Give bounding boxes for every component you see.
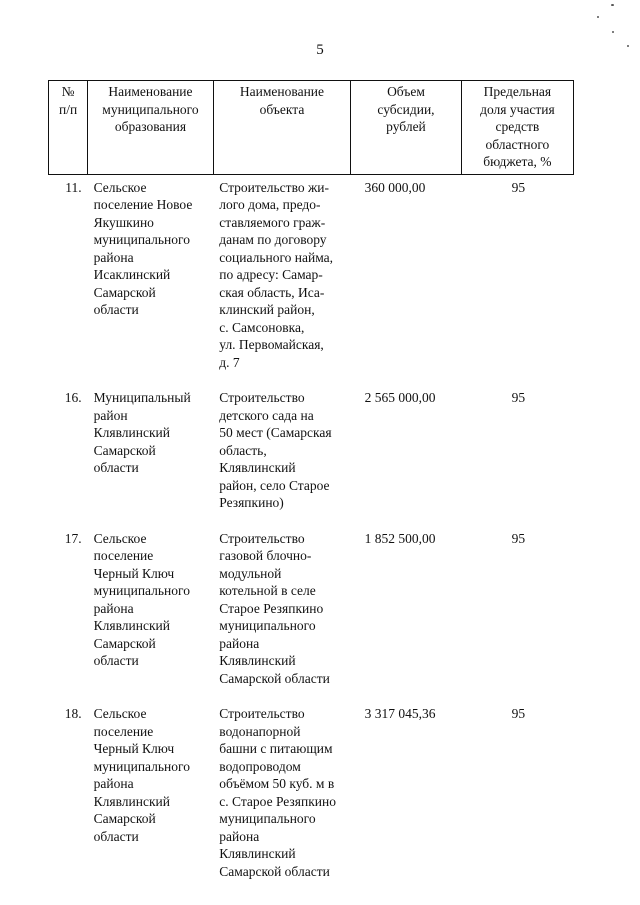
scan-speck [627, 45, 629, 47]
row-amount: 2 565 000,00 [364, 390, 436, 405]
subsidy-table [48, 80, 574, 894]
table-row [49, 526, 574, 702]
scan-speck [597, 16, 599, 18]
header-subsidy-amount: Объем субсидии, рублей [351, 81, 462, 175]
scan-speck [612, 31, 614, 33]
row-object: Строительство жи- лого дома, предо- ставляемого граж- данам по договору социального найма, по адресу: Самар- ская область, Иса- клинский район, с. Самсоновка, ул. Первомайская, д. 7 [219, 179, 334, 370]
table-row [49, 701, 574, 894]
row-number: 16. [64, 390, 82, 405]
header-budget-share: Предельная доля участия средств областного бюджета, % [461, 81, 573, 175]
row-municipality: Муниципальный район Клявлинский Самарской области [93, 390, 191, 475]
row-amount: 360 000,00 [364, 179, 426, 195]
scan-speck [611, 4, 614, 6]
page-number: 5 [316, 42, 324, 58]
header-municipality: Наименование муниципального образования [88, 81, 214, 175]
table-row [49, 174, 574, 385]
row-object: Строительство газовой блочно- модульной котельной в селе Старое Резяпкино муниципального района Клявлинский Самарской области [219, 530, 330, 686]
row-share: 95 [511, 706, 526, 721]
row-share: 95 [511, 179, 526, 195]
row-municipality: Сельское поселение Черный Ключ муниципального района Клявлинский Самарской области [93, 706, 190, 844]
row-amount: 3 317 045,36 [364, 706, 436, 721]
row-object: Строительство детского сада на 50 мест (Самарская область, Клявлинский район, село Старое Резяпкино) [219, 390, 332, 510]
row-municipality: Сельское поселение Черный Ключ муниципального района Клявлинский Самарской области [93, 530, 190, 668]
header-object: Наименование объекта [213, 81, 350, 175]
header-number: № п/п [49, 81, 88, 175]
row-municipality: Сельское поселение Новое Якушкино муниципального района Исаклинский Самарской области [93, 179, 193, 317]
row-number: 17. [64, 530, 82, 546]
row-object: Строительство водонапорной башни с питающим водопроводом объёмом 50 куб. м в с. Старое Резяпкино муниципального района Клявлинский Самарской области [219, 706, 336, 879]
row-number: 11. [65, 179, 82, 195]
row-amount: 1 852 500,00 [364, 530, 436, 546]
table-row [49, 385, 574, 526]
table-header-row [49, 81, 574, 175]
row-number: 18. [64, 706, 82, 721]
row-share: 95 [511, 530, 526, 546]
row-share: 95 [511, 390, 526, 405]
